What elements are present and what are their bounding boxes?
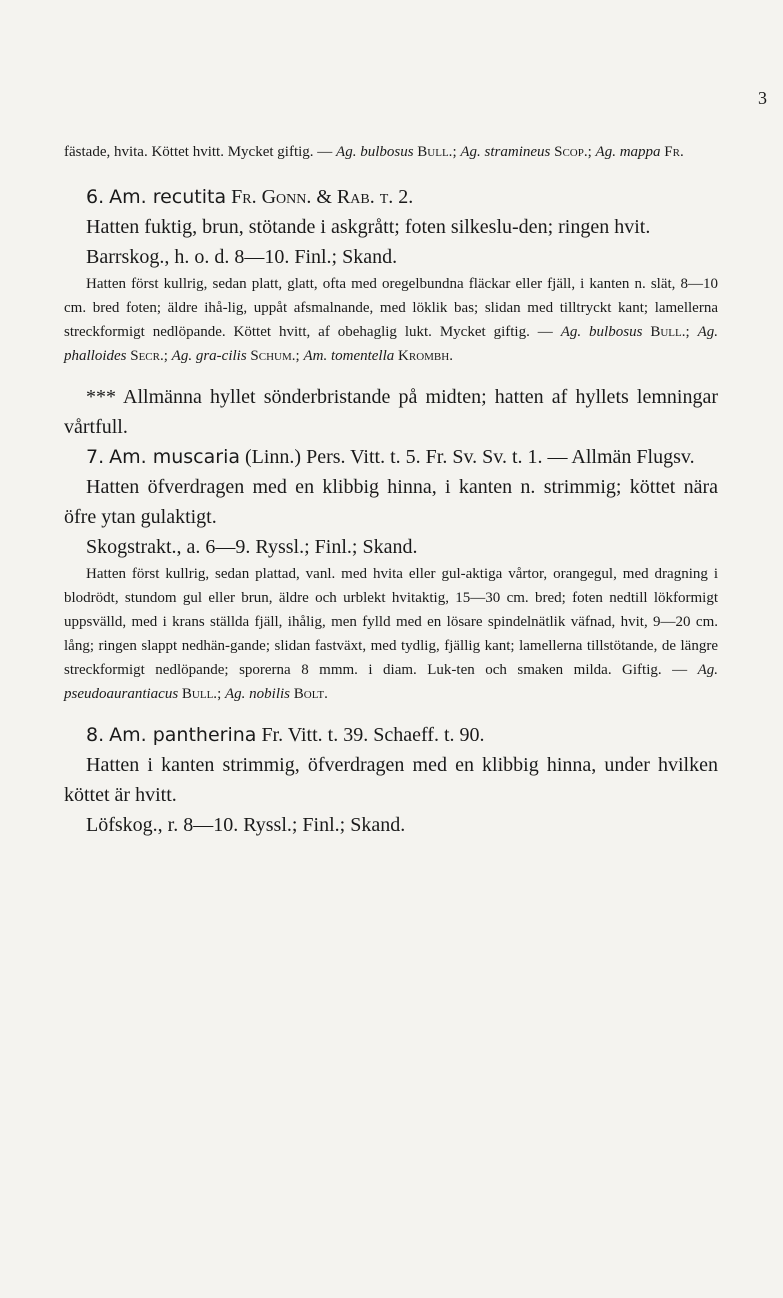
species-name: Am. muscaria <box>109 446 240 468</box>
synonym: Ag. pseudoaurantiacus <box>64 662 719 702</box>
species-authority: Fr. Vitt. t. 39. Schaeff. t. 90. <box>261 724 485 746</box>
species-8 <box>64 720 718 840</box>
synonym-author: Secr. <box>130 348 164 364</box>
synonym-author: Bull. <box>181 686 218 702</box>
synonym: Ag. bulbosus <box>336 144 414 160</box>
synonym-author: Krombh. <box>398 348 453 364</box>
species-number: 8. <box>86 724 105 746</box>
group-heading <box>64 382 718 442</box>
species-6 <box>64 182 718 368</box>
species-heading <box>64 720 718 750</box>
synonym-author: Bull. <box>650 324 686 340</box>
species-authority: Fr. Gonn. & Rab. t. 2. <box>231 186 414 208</box>
species-detail: Hatten först kullrig, sedan plattad, vanl. med hvita eller gul-aktiga vårtor, orangegul, med dragning i blodrödt, stundom gul eller brun, äldre och urblekt hvitaktig, 15—30 cm. bred; foten nedtill lökformigt uppsvälld, med i krans ställda fjäll, ihålig, men fylld med en lösare spindelnätlik väfnad, hvit, 9—20 cm. lång; ringen slappt nedhän-gande; slidan fastväxt, med tydlig, fjällig kant; lamellerna tillstötande, de längre streckformigt nedlöpande; sporerna 8 mmm. i diam. Luk-ten och smaken milda. Giftig. — Ag. pseudoaurantiacus Bull.; Ag. nobilis Bolt. <box>64 566 719 702</box>
species-detail: Hatten först kullrig, sedan platt, glatt, ofta med oregelbundna fläckar eller fjäll, i kanten n. slät, 8—10 cm. bred foten; äldre ihå-lig, uppåt afsmalnande, med löklik bas; slidan med tilltryckt kant; lamellerna streckformigt nedlöpande. Köttet hvitt, af obehaglig lukt. Mycket giftig. — Ag. bulbosus Bull.; Ag. phalloides Secr.; Ag. gra-cilis Schum.; Am. tomentella Krombh. <box>64 276 719 364</box>
species-habitat: Barrskog., h. o. d. 8—10. Finl.; Skand. <box>86 246 398 268</box>
synonym: Ag. stramineus <box>460 144 551 160</box>
species-heading <box>64 182 718 212</box>
synonym-author: Schum. <box>250 348 296 364</box>
separator: ; <box>452 144 457 160</box>
species-description: Hatten öfverdragen med en klibbig hinna, i kanten n. strimmig; köttet nära öfre ytan gulaktigt. <box>64 476 718 528</box>
group-text: Allmänna hyllet sönderbristande på midten; hatten af hyllets lemningar vårtfull. <box>64 386 719 438</box>
species-name: Am. recutita <box>109 186 227 208</box>
species-description: Hatten i kanten strimmig, öfverdragen med en klibbig hinna, under hvilken köttet är hvitt. <box>64 754 718 806</box>
species-number: 6. <box>86 186 105 208</box>
intro-paragraph <box>64 140 718 164</box>
synonym: Ag. gra-cilis <box>171 348 247 364</box>
species-number: 7. <box>86 446 105 468</box>
page-body <box>64 140 718 840</box>
detail-text: Hatten först kullrig, sedan platt, glatt, ofta med oregelbundna fläckar eller fjäll, i kanten n. slät, 8—10 cm. bred foten; äldre ihå-lig, uppåt afsmalnande, med löklik bas; slidan med tilltryckt kant; lamellerna streckformigt nedlöpande. Köttet hvitt, af obehaglig lukt. Mycket giftig. — <box>64 276 718 340</box>
intro-text: fästade, hvita. Köttet hvitt. Mycket giftig. — <box>64 144 333 160</box>
synonym: Ag. phalloides <box>64 324 719 364</box>
group-stars: *** <box>86 386 116 408</box>
species-7 <box>64 442 718 706</box>
species-authority: (Linn.) Pers. Vitt. t. 5. Fr. Sv. Sv. t. 1. — Allmän Flugsv. <box>245 446 695 468</box>
synonym-author: Bolt. <box>293 686 328 702</box>
page-number: 3 <box>758 88 767 108</box>
separator: ; <box>587 144 592 160</box>
detail-text: Hatten först kullrig, sedan plattad, vanl. med hvita eller gul-aktiga vårtor, orangegul, med dragning i blodrödt, stundom gul eller brun, äldre och urblekt hvitaktig, 15—30 cm. bred; foten nedtill lökformigt uppsvälld, med i krans ställda fjäll, ihålig, men fylld med en lösare spindelnätlik väfnad, hvit, 9—20 cm. lång; ringen slappt nedhän-gande; slidan fastväxt, med tydlig, fjällig kant; lamellerna tillstötande, de längre streckformigt nedlöpande; sporerna 8 mmm. i diam. Luk-ten och smaken milda. Giftig. — <box>64 566 718 678</box>
species-habitat: Löfskog., r. 8—10. Ryssl.; Finl.; Skand. <box>86 814 406 836</box>
species-description: Hatten fuktig, brun, stötande i askgrått; foten silkeslu-den; ringen hvit. <box>86 216 651 238</box>
synonym-author: Fr. <box>664 144 684 160</box>
synonym-author: Scop. <box>554 144 588 160</box>
synonym: Ag. nobilis <box>224 686 290 702</box>
species-name: Am. pantherina <box>109 724 257 746</box>
synonym-author: Bull. <box>417 144 453 160</box>
synonym: Am. tomentella <box>303 348 395 364</box>
species-habitat: Skogstrakt., a. 6—9. Ryssl.; Finl.; Skand. <box>86 536 418 558</box>
synonym: Ag. bulbosus <box>560 324 643 340</box>
species-heading <box>64 442 718 472</box>
synonym: Ag. mappa <box>595 144 661 160</box>
